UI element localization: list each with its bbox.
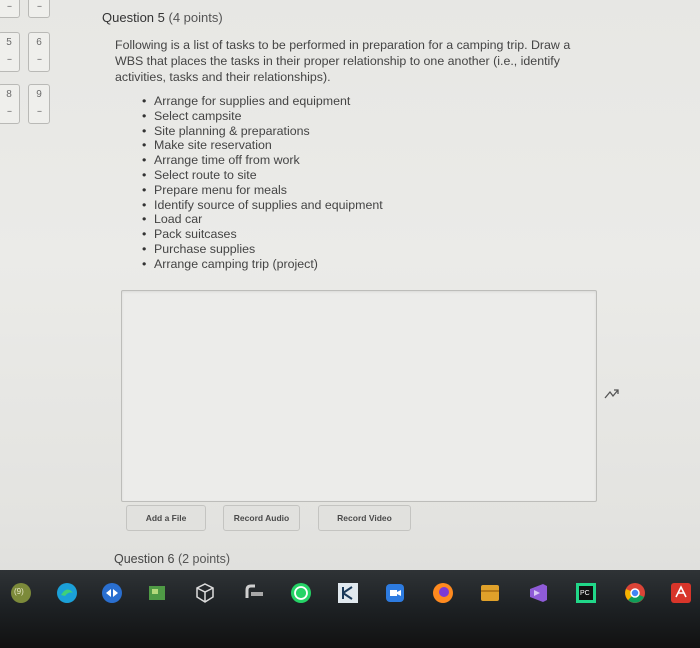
list-item: • Prepare menu for meals	[142, 183, 602, 198]
code-icon[interactable]	[337, 582, 359, 604]
whatsapp-icon[interactable]	[290, 582, 312, 604]
record-audio-button[interactable]: Record Audio	[223, 505, 300, 531]
add-file-button[interactable]: Add a File	[126, 505, 206, 531]
question-navigator	[0, 0, 60, 570]
pycharm-icon[interactable]	[575, 582, 597, 604]
list-item: • Load car	[142, 212, 602, 227]
visual-studio-icon[interactable]	[527, 582, 549, 604]
svg-text:PC: PC	[580, 590, 590, 597]
list-item: • Purchase supplies	[142, 242, 602, 257]
list-item: • Arrange camping trip (project)	[142, 257, 602, 272]
record-video-button[interactable]: Record Video	[318, 505, 411, 531]
question-prompt: Following is a list of tasks to be performed in preparation for a camping trip. Draw a WBS that places the tasks in their proper relationship to one another (i.e., identify activities, tasks and their relationships).	[115, 38, 571, 84]
back-forward-icon[interactable]	[101, 582, 123, 604]
question-nav-item[interactable]: --	[28, 0, 50, 18]
package-icon[interactable]	[479, 582, 501, 604]
question-nav-item-5[interactable]: 5 --	[0, 32, 20, 72]
phone-link-icon[interactable]	[243, 582, 265, 604]
list-item: • Arrange for supplies and equipment	[142, 94, 602, 109]
notification-badge[interactable]: (9)	[10, 582, 32, 604]
video-icon[interactable]	[384, 582, 406, 604]
chrome-icon[interactable]	[624, 582, 646, 604]
edge-icon[interactable]	[56, 582, 78, 604]
list-item: • Select campsite	[142, 109, 602, 124]
question-nav-item-8[interactable]: 8 --	[0, 84, 20, 124]
acrobat-icon[interactable]	[670, 582, 692, 604]
task-list	[142, 94, 602, 272]
list-item: • Arrange time off from work	[142, 153, 602, 168]
list-item: • Identify source of supplies and equipment	[142, 198, 602, 213]
list-item: • Pack suitcases	[142, 227, 602, 242]
question-5	[102, 10, 602, 272]
mouse-cursor-icon	[604, 388, 620, 406]
3d-box-icon[interactable]	[194, 582, 216, 604]
firefox-icon[interactable]	[432, 582, 454, 604]
list-item: • Select route to site	[142, 168, 602, 183]
question-title: Question 5 (4 points)	[102, 10, 223, 25]
photos-icon[interactable]	[146, 582, 168, 604]
list-item: • Make site reservation	[142, 138, 602, 153]
question-nav-item-6[interactable]: 6 --	[28, 32, 50, 72]
question-nav-item-9[interactable]: 9 --	[28, 84, 50, 124]
question-6-title: Question 6 (2 points)	[114, 552, 231, 566]
list-item: • Site planning & preparations	[142, 124, 602, 139]
taskbar	[0, 570, 700, 648]
answer-textarea[interactable]	[121, 290, 597, 502]
question-nav-item[interactable]: --	[0, 0, 20, 18]
